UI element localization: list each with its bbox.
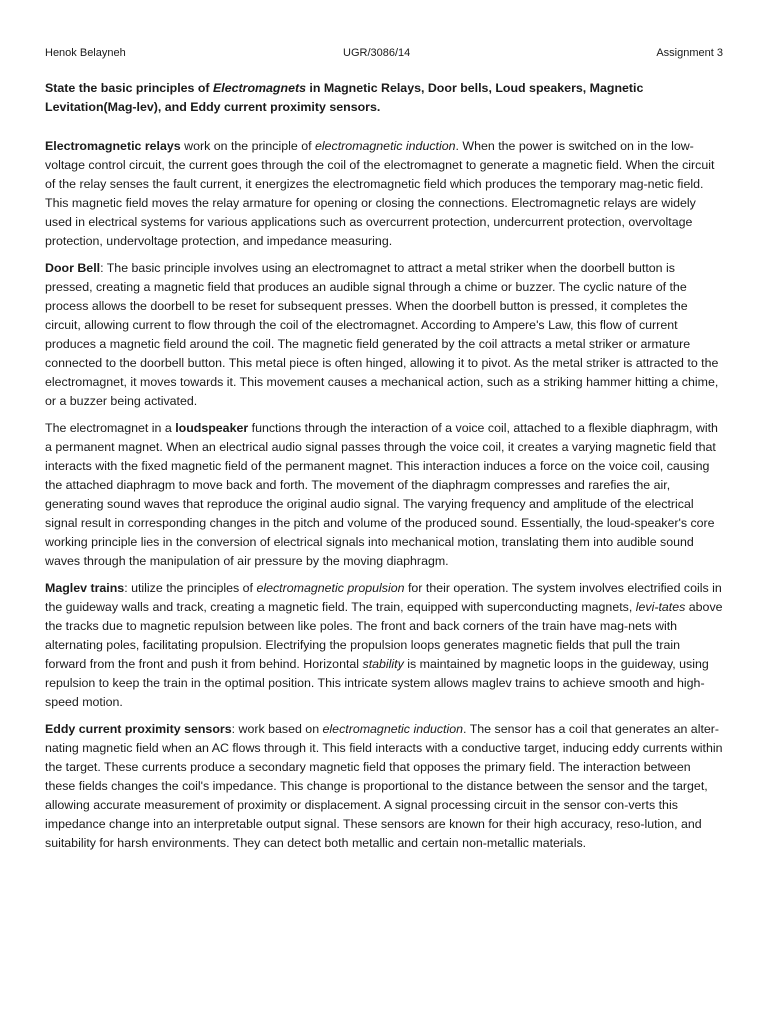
author-name: Henok Belayneh — [45, 47, 126, 59]
paragraph-maglev — [45, 579, 724, 712]
doorbell-text-1: : The basic principle involves using an electromagnet to attract a metal striker when the doorbell button is pressed, creating a magnetic field that produces an audible signal through a chime or buzzer. The cyclic nature of the process allows the doorbell to be reset for subsequent presses. When the doorbell button is pressed, it completes the circuit, allowing current to flow through the coil of the electromagnet. According to Ampere's Law, this flow of current produces a magnetic field around the coil. The magnetic field generated by the coil attracts a metal striker or armature connected to the doorbell button. This metal piece is often hinged, allowing it to pivot. As the metal striker is attracted to the electromagnet, it moves towards it. This movement causes a mechanical action, such as a striking hammer hitting a chime, or a buzzer being activated. — [45, 261, 719, 408]
maglev-text-1: : utilize the principles of — [124, 581, 257, 595]
paragraph-eddy — [45, 720, 724, 853]
eddy-italic-1: electromagnetic induction — [322, 722, 464, 736]
maglev-italic-1: electromagnetic propulsion — [256, 581, 405, 595]
term-doorbell: Door Bell — [45, 261, 101, 275]
question-heading — [45, 79, 724, 117]
paragraph-loudspeaker — [45, 419, 724, 571]
term-eddy: Eddy current proximity sensors — [45, 722, 232, 736]
paragraph-doorbell — [45, 259, 724, 411]
question-pre: State the basic principles of — [45, 81, 214, 95]
page-header — [45, 47, 723, 63]
term-loudspeaker: loudspeaker — [175, 421, 249, 435]
student-id: UGR/3086/14 — [343, 47, 411, 59]
question-emphasis: Electromagnets — [213, 81, 306, 95]
maglev-text-4: is maintained by magnetic loops in the guideway, using repulsion to keep the train in the optimal position. This intricate system allows maglev trains to achieve smooth and high-speed motion. — [45, 657, 709, 709]
document-body — [45, 137, 724, 861]
relays-text-1: work on the principle of — [180, 139, 315, 153]
maglev-text-2: for their operation. The system involves electrified coils in the guideway walls and track, creating a magnetic field. The train, equipped with superconducting magnets, — [45, 581, 722, 614]
maglev-text-3: above the tracks due to magnetic repulsion between like poles. The front and back corners of the train have mag-nets with alternating poles, facilitating propulsion. Electrifying the propulsion loops generates magnetic fields that pull the train forward from the front and push it from behind. Horizontal — [45, 600, 723, 671]
maglev-italic-2: levi-tates — [635, 600, 686, 614]
question-post: in Magnetic Relays, Door bells, Loud speakers, Magnetic Levitation(Mag-lev), and Eddy current proximity sensors. — [45, 81, 644, 114]
loudspeaker-text-1: functions through the interaction of a voice coil, attached to a flexible diaphragm, with a permanent magnet. When an electrical audio signal passes through the voice coil, it creates a varying magnetic field that interacts with the fixed magnetic field of the permanent magnet. This interaction induces a force on the voice coil, causing the attached diaphragm to move back and forth. The movement of the diaphragm compresses and rarefies the air, generating sound waves that reproduce the original audio signal. The varying frequency and amplitude of the electrical signal result in corresponding changes in the pitch and volume of the produced sound. Essentially, the loud-speaker's core working principle lies in the conversion of electrical signals into mechanical motion, translating them into audible sound waves through the manipulation of air pressure by the moving diaphragm. — [45, 421, 718, 568]
eddy-text-2: . The sensor has a coil that generates an alter-nating magnetic field when an AC flows through it. This field interacts with a conductive target, inducing eddy currents within the target. These currents produce a secondary magnetic field that opposes the primary field. The interaction between these fields changes the coil's impedance. This change is proportional to the distance between the sensor and the target, allowing accurate measurement of proximity or displacement. A signal processing circuit in the sensor con-verts this impedance change into an interpretable output signal. These sensors are known for their high accuracy, reso-lution, and suitability for harsh environments. They can detect both metallic and certain non-metallic materials. — [45, 722, 723, 850]
eddy-text-1: : work based on — [231, 722, 323, 736]
term-maglev: Maglev trains — [45, 581, 125, 595]
relays-text-2: . When the power is switched on in the low-voltage control circuit, the current goes through the coil of the electromagnet to generate a magnetic field. When the circuit of the relay senses the fault current, it energizes the electromagnetic field which produces the temporary mag-netic field. This magnetic field moves the relay armature for opening or closing the connections. Electromagnetic relays are widely used in electrical systems for various applications such as overcurrent protection, undercurrent protection, overvoltage protection, undervoltage protection, and impedance measuring. — [45, 139, 715, 248]
relays-italic-1: electromagnetic induction — [315, 139, 456, 153]
loudspeaker-text-0: The electromagnet in a — [45, 421, 176, 435]
paragraph-relays — [45, 137, 724, 251]
term-relays: Electromagnetic relays — [45, 139, 181, 153]
assignment-label: Assignment 3 — [656, 47, 723, 59]
maglev-italic-3: stability — [362, 657, 404, 671]
